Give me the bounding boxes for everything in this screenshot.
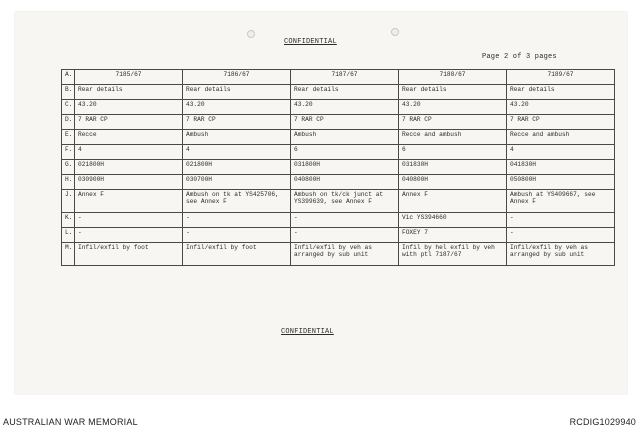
- table-row: [62, 100, 615, 115]
- table-cell: -: [291, 213, 399, 228]
- punch-hole: [391, 28, 399, 36]
- table-cell: 43.20: [183, 100, 291, 115]
- table-cell: Rear details: [183, 85, 291, 100]
- table-cell: -: [183, 213, 291, 228]
- column-header: 7188/67: [399, 70, 507, 85]
- table-cell: 031830H: [399, 160, 507, 175]
- table-cell: Recce and ambush: [507, 130, 615, 145]
- table-cell: 43.20: [291, 100, 399, 115]
- table-row: [62, 115, 615, 130]
- table-row: [62, 160, 615, 175]
- table-cell: 7 RAR CP: [183, 115, 291, 130]
- table-cell: Ambush: [291, 130, 399, 145]
- row-label: K.: [62, 213, 75, 228]
- row-label: D.: [62, 115, 75, 130]
- table-cell: Vic YS394660: [399, 213, 507, 228]
- column-header: 7185/67: [75, 70, 183, 85]
- table-cell: 030900H: [75, 175, 183, 190]
- table-cell: 6: [291, 145, 399, 160]
- table-cell: -: [183, 228, 291, 243]
- table-cell: 7 RAR CP: [399, 115, 507, 130]
- table-row: [62, 213, 615, 228]
- table-cell: Annex F: [75, 190, 183, 213]
- row-label: F.: [62, 145, 75, 160]
- table-cell: Ambush: [183, 130, 291, 145]
- table-row: [62, 145, 615, 160]
- serial-table: [61, 69, 615, 266]
- table-cell: -: [75, 228, 183, 243]
- table-cell: Recce and ambush: [399, 130, 507, 145]
- table-cell: 7 RAR CP: [75, 115, 183, 130]
- table-cell: -: [291, 228, 399, 243]
- table-cell: Recce: [75, 130, 183, 145]
- row-label: L.: [62, 228, 75, 243]
- document-page: [15, 12, 627, 394]
- table-cell: Ambush at YS409667, see Annex F: [507, 190, 615, 213]
- table-cell: Infil/exfil by foot: [75, 243, 183, 266]
- classification-bottom: CONFIDENTIAL: [281, 328, 334, 336]
- footer-reference: RCDIG1029940: [569, 417, 636, 427]
- table-row: [62, 243, 615, 266]
- table-cell: 7 RAR CP: [291, 115, 399, 130]
- table-cell: 4: [183, 145, 291, 160]
- table-row: [62, 130, 615, 145]
- table-cell: 021800H: [75, 160, 183, 175]
- table-row: [62, 175, 615, 190]
- page-number: Page 2 of 3 pages: [482, 53, 557, 61]
- table-cell: Ambush on tk at YS425706, see Annex F: [183, 190, 291, 213]
- table-cell: Ambush on tk/ck junct at YS399639, see Annex F: [291, 190, 399, 213]
- table-cell: 4: [507, 145, 615, 160]
- table-cell: 040800H: [291, 175, 399, 190]
- table-cell: -: [507, 228, 615, 243]
- table-cell: -: [75, 213, 183, 228]
- table-cell: 040800H: [399, 175, 507, 190]
- table-cell: 43.20: [399, 100, 507, 115]
- classification-top: CONFIDENTIAL: [284, 38, 337, 46]
- table-cell: 021800H: [183, 160, 291, 175]
- table-cell: 041830H: [507, 160, 615, 175]
- table-cell: Annex F: [399, 190, 507, 213]
- row-label: H.: [62, 175, 75, 190]
- table-row: [62, 85, 615, 100]
- table-cell: 4: [75, 145, 183, 160]
- table-cell: FOXEY 7: [399, 228, 507, 243]
- table-header-row: [62, 70, 615, 85]
- table-cell: 43.20: [507, 100, 615, 115]
- row-label: E.: [62, 130, 75, 145]
- table-cell: Rear details: [399, 85, 507, 100]
- table-cell: Rear details: [291, 85, 399, 100]
- column-header: 7187/67: [291, 70, 399, 85]
- row-label: B.: [62, 85, 75, 100]
- column-header: 7186/67: [183, 70, 291, 85]
- table-row: [62, 190, 615, 213]
- table-cell: Infil/exfil by veh as arranged by sub unit: [291, 243, 399, 266]
- row-label: C.: [62, 100, 75, 115]
- table-cell: 030700H: [183, 175, 291, 190]
- row-label: M.: [62, 243, 75, 266]
- row-label: G.: [62, 160, 75, 175]
- table-cell: Rear details: [75, 85, 183, 100]
- table-cell: 031800H: [291, 160, 399, 175]
- footer-source: AUSTRALIAN WAR MEMORIAL: [3, 417, 138, 427]
- table-cell: Infil by hel exfil by veh with ptl 7187/67: [399, 243, 507, 266]
- table-cell: 6: [399, 145, 507, 160]
- table-cell: 7 RAR CP: [507, 115, 615, 130]
- table-cell: 050800H: [507, 175, 615, 190]
- column-header: 7189/67: [507, 70, 615, 85]
- punch-hole: [247, 30, 255, 38]
- table-cell: Infil/exfil by veh as arranged by sub unit: [507, 243, 615, 266]
- row-label: A.: [62, 70, 75, 85]
- table-cell: 43.20: [75, 100, 183, 115]
- table-cell: Infil/exfil by foot: [183, 243, 291, 266]
- table-cell: -: [507, 213, 615, 228]
- table-row: [62, 228, 615, 243]
- row-label: J.: [62, 190, 75, 213]
- table-cell: Rear details: [507, 85, 615, 100]
